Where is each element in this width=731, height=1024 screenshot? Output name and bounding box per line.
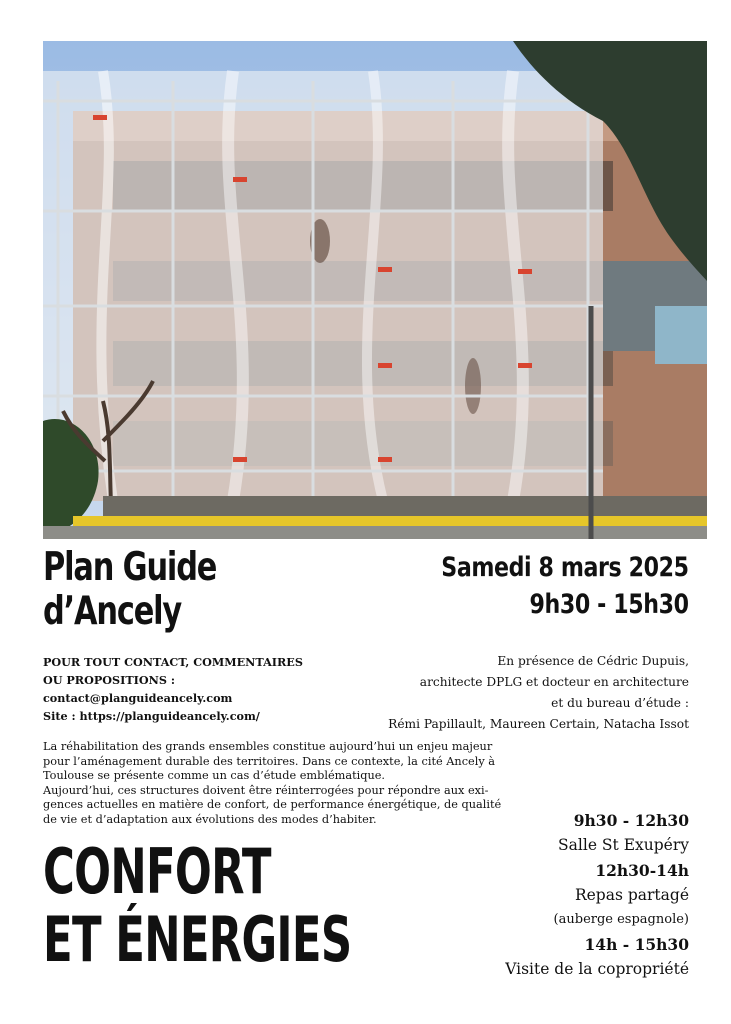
scaffolding-illustration xyxy=(43,41,707,539)
contact-block xyxy=(43,653,343,725)
schedule-time: 12h30-14h xyxy=(595,861,689,880)
presence-line: et du bureau d’étude : xyxy=(551,696,689,710)
schedule-time: 9h30 - 12h30 xyxy=(573,811,689,830)
schedule-place: Visite de la copropriété xyxy=(505,960,689,978)
theme-line-1: CONFORT xyxy=(43,835,271,908)
schedule-place: Repas partagé xyxy=(574,886,689,904)
schedule-place: Salle St Exupéry xyxy=(558,836,689,854)
contact-heading-2: OU PROPOSITIONS : xyxy=(43,673,175,687)
presence-line: architecte DPLG et docteur en architecture xyxy=(419,675,689,689)
schedule xyxy=(429,808,689,982)
intro-line: gences actuelles en matière de confort, de performance énergétique, de qualité xyxy=(43,798,502,812)
event-hours: 9h30 - 15h30 xyxy=(529,589,689,620)
presence-line: Rémi Papillault, Maureen Certain, Natacha Issot xyxy=(388,717,689,731)
intro-line: La réhabilitation des grands ensembles constitue aujourd’hui un enjeu majeur xyxy=(43,740,493,753)
contact-heading-1: POUR TOUT CONTACT, COMMENTAIRES xyxy=(43,655,303,669)
schedule-note: (auberge espagnole) xyxy=(553,912,689,927)
intro-line: pour l’aménagement durable des territoires. Dans ce contexte, la cité Ancely à xyxy=(43,754,496,768)
event-datetime xyxy=(442,549,689,623)
presence-block xyxy=(329,651,689,735)
event-title-line-1: Plan Guide xyxy=(43,545,217,590)
event-title xyxy=(43,546,293,634)
intro-line: Aujourd’hui, ces structures doivent être réinterrogées pour répondre aux exi- xyxy=(43,783,489,797)
theme-line-2: ET ÉNERGIES xyxy=(43,903,352,976)
contact-site[interactable]: Site : https://planguideancely.com/ xyxy=(43,709,260,723)
intro-line: Toulouse se présente comme un cas d’étude emblématique. xyxy=(43,769,386,783)
event-title-line-2: d’Ancely xyxy=(43,589,182,634)
intro-line: de vie et d’adaptation aux évolutions des modes d’habiter. xyxy=(43,812,377,826)
schedule-time: 14h - 15h30 xyxy=(584,935,689,954)
building-photo xyxy=(43,41,707,539)
theme-heading xyxy=(43,835,352,976)
presence-line: En présence de Cédric Dupuis, xyxy=(497,654,689,668)
contact-email[interactable]: contact@planguideancely.com xyxy=(43,691,233,705)
event-date: Samedi 8 mars 2025 xyxy=(441,552,689,583)
